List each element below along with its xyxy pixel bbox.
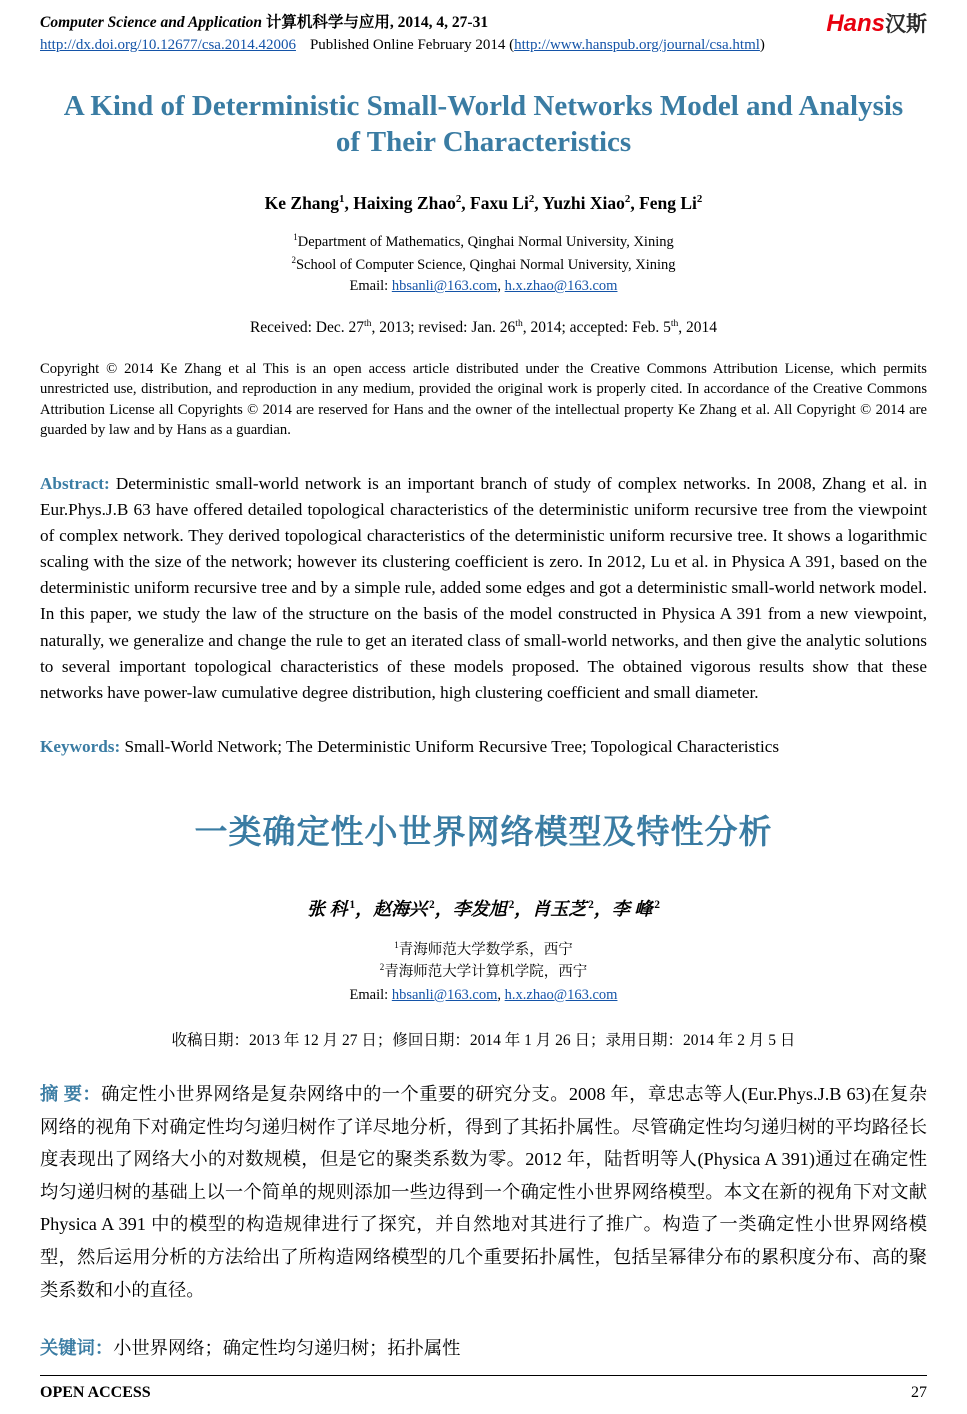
keywords-text-cn: 小世界网络；确定性均匀递归树；拓扑属性 bbox=[113, 1338, 461, 1359]
author-affil-sup: 2 bbox=[588, 898, 594, 911]
author-sep: ， bbox=[593, 898, 612, 919]
email-label: Email: bbox=[349, 278, 392, 295]
journal-title-line bbox=[40, 10, 765, 32]
keywords-label-cn: 关键词： bbox=[40, 1338, 114, 1359]
author-sep: ， bbox=[434, 898, 453, 919]
email-link-2[interactable]: h.x.zhao@163.com bbox=[504, 986, 618, 1003]
author-sep: , bbox=[344, 192, 354, 213]
received-line bbox=[40, 318, 927, 337]
author bbox=[353, 193, 470, 213]
author-name: 赵海兴 bbox=[373, 898, 428, 919]
published-online-text: Published Online February 2014 ( bbox=[309, 37, 515, 53]
received-text: , 2014 bbox=[678, 319, 718, 337]
author-affil-sup: 2 bbox=[429, 898, 435, 911]
author-sep: ， bbox=[514, 898, 533, 919]
author-name: Feng Li bbox=[639, 192, 697, 213]
author bbox=[612, 899, 660, 919]
hans-logo-latin: Hans bbox=[826, 10, 885, 37]
open-access-label: OPEN ACCESS bbox=[40, 1384, 151, 1401]
hans-logo-cjk: 汉斯 bbox=[885, 13, 927, 36]
keywords-label: Keywords: bbox=[40, 737, 121, 757]
author bbox=[532, 899, 612, 919]
author bbox=[453, 899, 533, 919]
author-name: Faxu Li bbox=[470, 192, 529, 213]
received-text: , 2014; accepted: Feb. 5 bbox=[522, 319, 671, 337]
author bbox=[373, 899, 453, 919]
affil-text: School of Computer Science, Qinghai Normal University, Xining bbox=[295, 256, 676, 273]
affiliation-line bbox=[40, 939, 927, 961]
author-affil-sup: 2 bbox=[508, 898, 515, 911]
author-affil-sup: 1 bbox=[349, 898, 356, 911]
affil-sup: 1 bbox=[293, 232, 298, 242]
affiliations-cn bbox=[40, 939, 927, 1006]
authors-line-cn bbox=[40, 895, 927, 921]
doi-link[interactable]: http://dx.doi.org/10.12677/csa.2014.42006 bbox=[40, 37, 296, 53]
page-footer bbox=[40, 1375, 927, 1402]
affil-text: 青海师范大学计算机学院，西宁 bbox=[384, 964, 588, 981]
journal-name-en: Computer Science and Application bbox=[40, 14, 263, 31]
close-paren-text: ) bbox=[759, 37, 765, 53]
email-line bbox=[40, 276, 927, 298]
email-link-2[interactable]: h.x.zhao@163.com bbox=[504, 278, 618, 295]
author-name: 李 峰 bbox=[611, 898, 653, 919]
abstract-label: Abstract: bbox=[40, 473, 110, 493]
journal-issue-info: 计算机科学与应用, 2014, 4, 27-31 bbox=[262, 14, 489, 31]
abstract-paragraph-cn bbox=[40, 1078, 927, 1306]
hans-publisher-logo bbox=[826, 10, 927, 36]
author bbox=[639, 193, 702, 213]
dates-line-cn: 收稿日期：2013 年 12 月 27 日；修回日期：2014 年 1 月 26 日；录用日期：2014 年 2 月 5 日 bbox=[171, 1032, 796, 1050]
email-sep: , bbox=[497, 278, 505, 295]
affil-text: Department of Mathematics, Qinghai Normal University, Xining bbox=[297, 233, 674, 250]
keywords-text: Small-World Network; The Deterministic Uniform Recursive Tree; Topological Characteristics bbox=[120, 737, 780, 757]
keywords-line-cn bbox=[40, 1334, 927, 1360]
journal-header-left bbox=[40, 10, 765, 54]
author-name: Yuzhi Xiao bbox=[542, 192, 625, 213]
abstract-paragraph-en bbox=[40, 471, 927, 706]
author-affil-sup: 2 bbox=[696, 192, 703, 205]
email-line bbox=[40, 984, 927, 1006]
author-affil-sup: 2 bbox=[528, 192, 535, 205]
affiliation-line bbox=[40, 961, 927, 983]
author-sep: , bbox=[534, 192, 543, 213]
author-sep: , bbox=[461, 192, 470, 213]
email-sep: , bbox=[497, 986, 505, 1003]
author-affil-sup: 2 bbox=[654, 898, 660, 911]
journal-homepage-link[interactable]: http://www.hanspub.org/journal/csa.html bbox=[514, 37, 760, 53]
author-name: 李发旭 bbox=[452, 898, 507, 919]
author-name: 张 科 bbox=[307, 898, 348, 919]
affil-sup: 2 bbox=[379, 962, 385, 973]
email-label: Email: bbox=[349, 986, 392, 1003]
author-affil-sup: 2 bbox=[624, 192, 631, 205]
author-name: 肖玉芝 bbox=[532, 898, 587, 919]
email-link-1[interactable]: hbsanli@163.com bbox=[391, 986, 498, 1003]
copyright-notice: Copyright © 2014 Ke Zhang et al This is an open access article distributed under the Creative Commons Attribution License, which permits unrestricted use, distribution, and reproduction in any medium, provided the original work is properly cited. In accordance of the Creative Commons Attribution License all Copyrights © 2014 are reserved for Hans and the owner of the intellectual property Ke Zhang et al. All Copyright © 2014 are guarded by law and by Hans as a guardian. bbox=[40, 361, 927, 439]
keywords-line-en bbox=[40, 734, 927, 760]
author-sep: , bbox=[630, 192, 640, 213]
received-text: , 2013; revised: Jan. 26 bbox=[371, 319, 516, 337]
affiliation-line bbox=[40, 231, 927, 254]
author-name: Haixing Zhao bbox=[353, 192, 456, 213]
author bbox=[470, 193, 542, 213]
author-sep: ， bbox=[355, 898, 374, 919]
author bbox=[542, 193, 639, 213]
author-name: Ke Zhang bbox=[264, 192, 340, 213]
authors-line-en bbox=[40, 193, 927, 214]
affiliations-en bbox=[40, 231, 927, 298]
journal-header bbox=[40, 10, 927, 54]
abstract-text-cn: 确定性小世界网络是复杂网络中的一个重要的研究分支。2008 年，章忠志等人(Eur.Phys.J.B 63)在复杂网络的视角下对确定性均匀递归树作了详尽地分析，得到了其拓扑属性。尽管确定性均匀递归树的平均路径长度表现出了网络大小的对数规模，但是它的聚类系数为零。2012 年，陆哲明等人(Physica A 391)通过在确定性均匀递归树的基础上以一个简单的规则添加一些边得到一个确定性小世界网络模型。本文在新的视角下对文献 Physica A 391 中的模型的构造规律进行了探究，并自然地对其进行了推广。构造了一类确定性小世界网络模型，然后运用分析的方法给出了所构造网络模型的几个重要拓扑属性，包括呈幂律分布的累积度分布、高的聚类系数和小的直径。 bbox=[40, 1084, 927, 1300]
affil-sup: 2 bbox=[291, 254, 296, 265]
affiliation-line bbox=[40, 254, 927, 277]
paper-title-en: A Kind of Deterministic Small-World Networks Model and Analysis of Their Characteristics bbox=[63, 90, 904, 159]
abstract-label-cn: 摘 要： bbox=[40, 1084, 102, 1105]
ordinal-sup: th bbox=[364, 317, 372, 329]
received-text: Received: Dec. 27 bbox=[249, 319, 365, 337]
affil-text: 青海师范大学数学系，西宁 bbox=[398, 941, 573, 958]
author bbox=[307, 899, 373, 919]
affil-sup: 1 bbox=[394, 939, 399, 950]
email-link-1[interactable]: hbsanli@163.com bbox=[391, 278, 498, 295]
author bbox=[265, 193, 354, 213]
author-affil-sup: 1 bbox=[339, 192, 345, 205]
paper-title-cn: 一类确定性小世界网络模型及特性分析 bbox=[194, 812, 773, 850]
abstract-text: Deterministic small-world network is an important branch of study of complex networks. In 2008, Zhang et al. in Eur.Phys.J.B 63 have offered detailed topological characteristics of the deterministic uniform recursive tree from the viewpoint of complex network. They derived topological characteristics of the deterministic uniform recursive tree. It shows a logarithmic scaling with the size of the network; however its clustering coefficient is zero. In 2012, Lu et al. in Physica A 391, based on the deterministic uniform recursive tree and by a simple rule, added some edges and got a deterministic small-world network model. In this paper, we study the law of the structure on the basis of the model constructed in Physica A 391 from a new viewpoint, naturally, we generalize and change the rule to get an iterated class of small-world networks, and then give the analytic solutions to several important topological characteristics of these models proposed. The obtained vigorous results show that these networks have power-law cumulative degree distribution, high clustering coefficient and small diameter. bbox=[40, 473, 927, 702]
ordinal-sup: th bbox=[515, 317, 523, 329]
page-number: 27 bbox=[911, 1384, 927, 1401]
ordinal-sup: th bbox=[670, 317, 679, 329]
doi-line bbox=[40, 37, 765, 54]
author-affil-sup: 2 bbox=[455, 192, 462, 205]
